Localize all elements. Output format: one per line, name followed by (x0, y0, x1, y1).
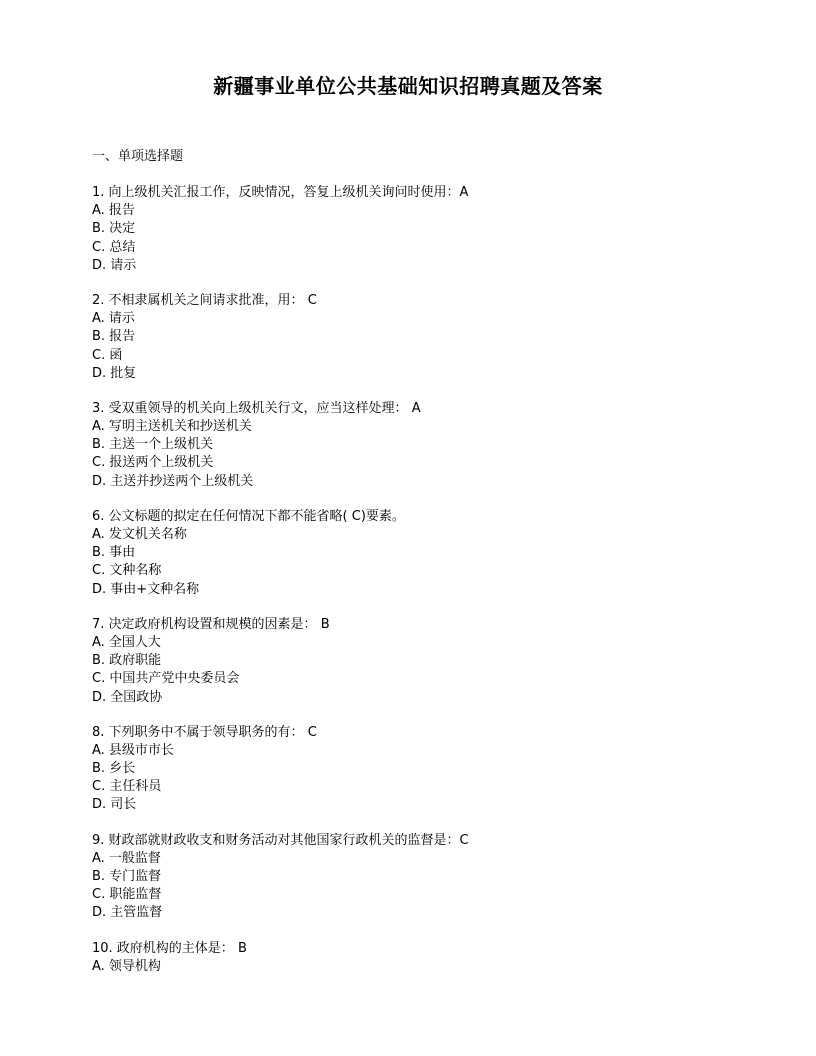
question-list (92, 184, 732, 993)
question-answer: B (237, 940, 247, 956)
question-answer: A (411, 400, 421, 416)
document-title: 新疆事业单位公共基础知识招聘真题及答案 (213, 74, 603, 98)
question-text: 9. 财政部就财政收支和财务活动对其他国家行政机关的监督是： (92, 832, 460, 848)
option-d: D. 主管监督 (92, 905, 163, 921)
question-answer: B (320, 616, 330, 632)
question-text: 7. 决定政府机构设置和规模的因素是： (92, 616, 317, 632)
option-a: A. 发文机关名称 (92, 527, 187, 542)
option-b: B. 专门监督 (92, 869, 162, 884)
question-6 (92, 508, 732, 599)
question-answer: C (307, 724, 317, 740)
option-a: A. 写明主送机关和抄送机关 (92, 419, 252, 435)
option-c: C. 主任科员 (92, 779, 162, 795)
option-a: A. 县级市市长 (92, 742, 174, 758)
question-text: 10. 政府机构的主体是： (92, 940, 234, 956)
option-a: A. 领导机构 (92, 958, 161, 974)
question-8 (92, 724, 732, 815)
option-a: A. 一般监督 (92, 850, 161, 866)
question-text-line (92, 940, 732, 958)
question-text: 1. 向上级机关汇报工作，反映情况，答复上级机关询问时使用： (92, 185, 460, 200)
option-b: B. 报告 (92, 329, 136, 345)
option-d: D. 全国政协 (92, 689, 163, 705)
question-answer: C (459, 832, 469, 848)
question-text-line (92, 616, 732, 634)
question-text: 8. 下列职务中不属于领导职务的有： (92, 724, 304, 740)
option-c: C. 报送两个上级机关 (92, 455, 214, 471)
question-answer: C (307, 292, 317, 308)
option-a: A. 全国人大 (92, 634, 161, 650)
option-c: C. 中国共产党中央委员会 (92, 671, 240, 687)
option-a: A. 报告 (92, 203, 135, 219)
question-text-line (92, 184, 732, 202)
question-text: 3. 受双重领导的机关向上级机关行文，应当这样处理： (92, 400, 408, 416)
option-c: C. 职能监督 (92, 887, 162, 903)
option-d: D. 批复 (92, 365, 137, 381)
option-b: B. 乡长 (92, 761, 136, 777)
question-text: 6. 公文标题的拟定在任何情况下都不能省略( C)要素。 (92, 508, 405, 524)
option-d: D. 主送并抄送两个上级机关 (92, 473, 254, 489)
question-answer: A (459, 185, 469, 200)
question-text-line (92, 508, 732, 526)
question-text-line (92, 832, 732, 850)
question-2 (92, 292, 732, 383)
option-b: B. 决定 (92, 221, 136, 237)
option-c: C. 总结 (92, 239, 136, 255)
question-text: 2. 不相隶属机关之间请求批准，用： (92, 292, 304, 308)
option-a: A. 请示 (92, 311, 135, 327)
question-7 (92, 616, 732, 707)
section-title: 一、单项选择题 (92, 149, 184, 164)
option-b: B. 事由 (92, 545, 136, 561)
question-text-line (92, 724, 732, 742)
question-9 (92, 832, 732, 923)
question-3 (92, 400, 732, 491)
option-c: C. 函 (92, 347, 123, 363)
option-b: B. 主送一个上级机关 (92, 437, 214, 453)
option-d: D. 司长 (92, 797, 137, 813)
option-d: D. 事由+文种名称 (92, 581, 200, 597)
question-text-line (92, 292, 732, 310)
option-b: B. 政府职能 (92, 653, 162, 669)
option-d: D. 请示 (92, 257, 137, 273)
option-c: C. 文种名称 (92, 563, 162, 579)
question-text-line (92, 400, 732, 418)
question-1 (92, 184, 732, 275)
question-10 (92, 940, 732, 976)
